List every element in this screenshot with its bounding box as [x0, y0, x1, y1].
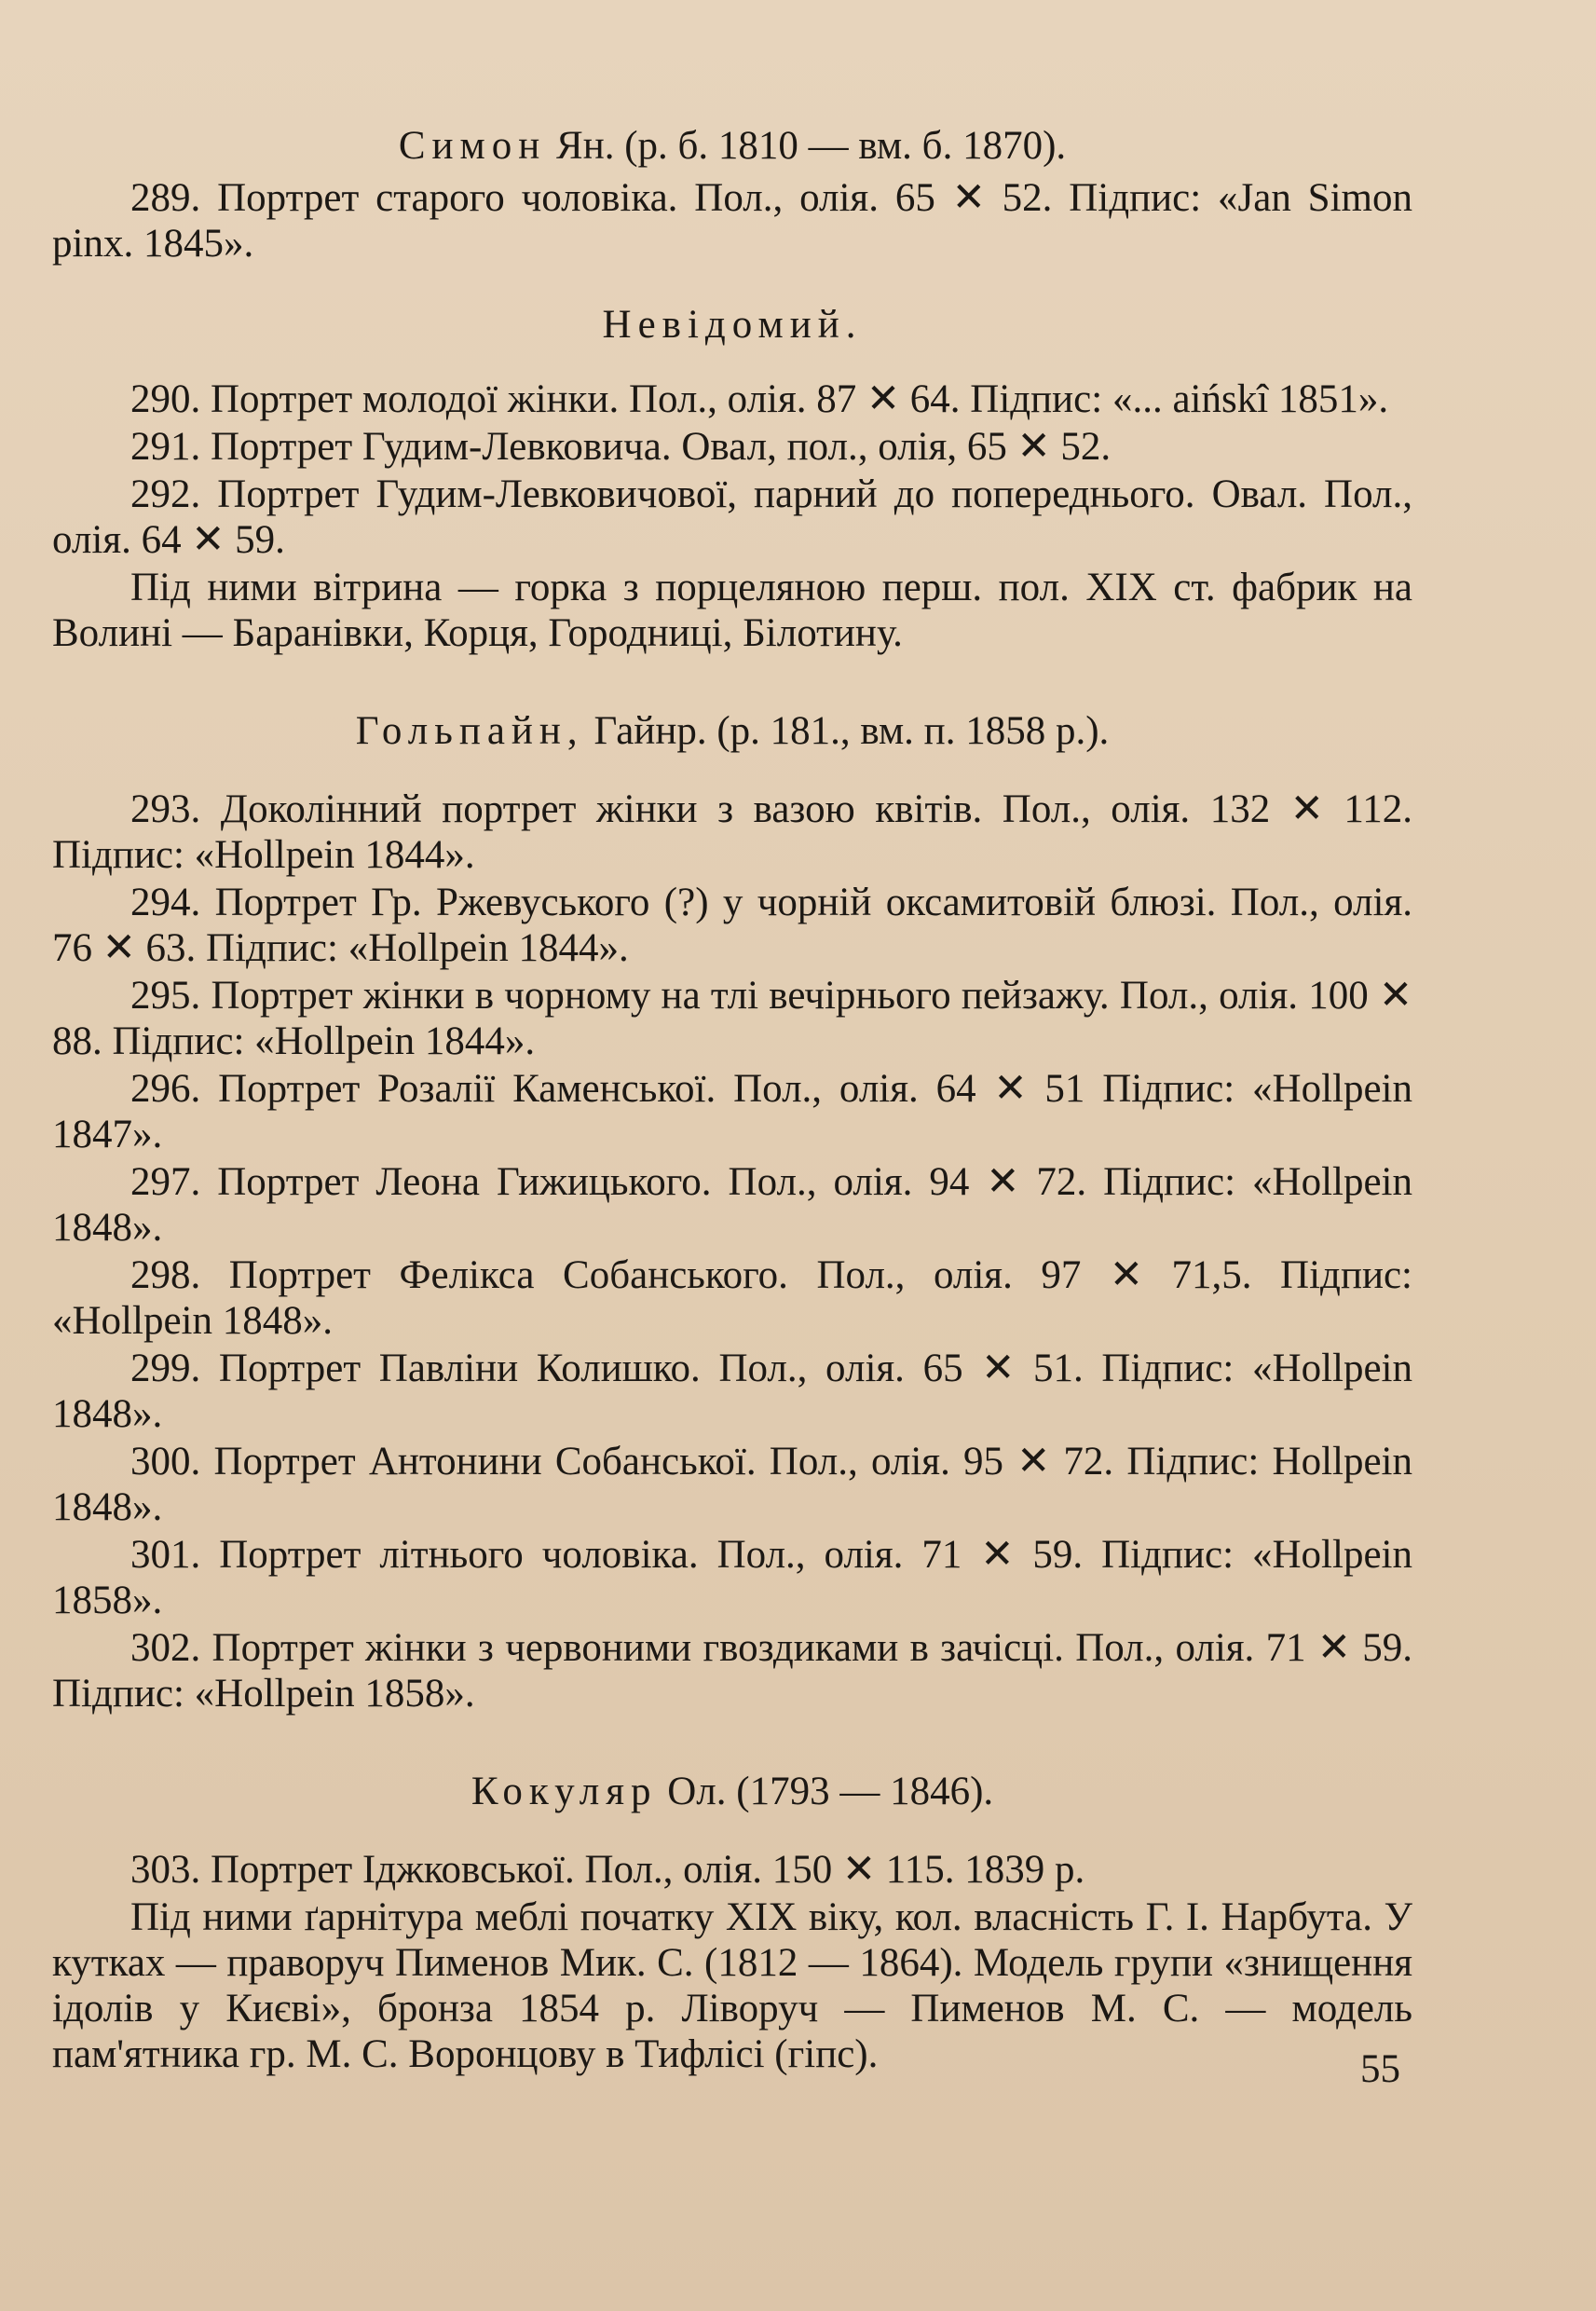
catalog-entry-295: 295. Портрет жінки в чорному на тлі вечірнього пейзажу. Пол., олія. 100 ✕ 88. Підпис: «Hollpein 1844».: [52, 974, 1412, 1063]
page-number: 55: [1360, 2047, 1400, 2091]
catalog-entry-296: 296. Портрет Розалії Каменської. Пол., олія. 64 ✕ 51 Підпис: «Hollpein 1847».: [52, 1067, 1412, 1156]
catalog-entry-292: 292. Портрет Гудим-Левковичової, парний до попереднього. Овал. Пол., олія. 64 ✕ 59.: [52, 472, 1412, 562]
catalog-entry-290: 290. Портрет молодої жінки. Пол., олія. 87 ✕ 64. Підпис: «... aińskî 1851».: [130, 377, 1389, 421]
catalog-entry-302: 302. Портрет жінки з червоними гвоздиками в зачісці. Пол., олія. 71 ✕ 59. Підпис: «Hollpein 1858».: [52, 1626, 1412, 1716]
catalog-entry-294: 294. Портрет Гр. Ржевуського (?) у чорній оксамитовій блюзі. Пол., олія. 76 ✕ 63. Підпис: «Hollpein 1844».: [52, 881, 1412, 970]
catalog-note-furniture: Під ними ґарнітура меблі початку XIX віку, кол. власність Г. І. Нарбута. У кутках — праворуч Пименов Мик. С. (1812 — 1864). Модель групи «знищення ідолів у Києві», бронза 1854 р. Ліворуч — Пименов М. С. — модель пам'ятника гр. М. С. Воронцову в Тифлісі (гіпс).: [52, 1895, 1412, 2076]
artist-name: Гольпайн,: [355, 709, 584, 753]
catalog-entry-297: 297. Портрет Леона Гижицького. Пол., олія. 94 ✕ 72. Підпис: «Hollpein 1848».: [52, 1160, 1412, 1250]
artist-dates: Ол. (1793 — 1846).: [657, 1770, 994, 1813]
artist-heading-simon: [52, 119, 1412, 173]
catalog-entry-291: 291. Портрет Гудим-Левковича. Овал, пол., олія, 65 ✕ 52.: [130, 425, 1112, 469]
catalog-text: [52, 119, 1412, 2079]
artist-dates: Гайнр. (р. 181., вм. п. 1858 р.).: [583, 709, 1110, 753]
artist-heading-unknown: Невідомий.: [602, 303, 863, 347]
catalog-entry-289: 289. Портрет старого чоловіка. Пол., олія. 65 ✕ 52. Підпис: «Jan Simon pinx. 1845».: [52, 176, 1412, 266]
catalog-note-showcase: Під ними вітрина — горка з порцеляною перш. пол. XIX ст. фабрик на Волині — Баранівки, Корця, Городниці, Білотину.: [52, 566, 1412, 655]
artist-heading-hollpein: [52, 704, 1412, 759]
catalog-entry-303: 303. Портрет Іджковської. Пол., олія. 150 ✕ 115. 1839 р.: [130, 1848, 1085, 1892]
artist-dates: Ян. (р. б. 1810 — вм. б. 1870).: [546, 124, 1067, 168]
artist-name: Симон: [398, 124, 547, 168]
catalog-entry-300: 300. Портрет Антонини Собанської. Пол., олія. 95 ✕ 72. Підпис: Hollpein 1848».: [52, 1440, 1412, 1529]
catalog-entry-299: 299. Портрет Павліни Колишко. Пол., олія. 65 ✕ 51. Підпис: «Hollpein 1848».: [52, 1347, 1412, 1436]
artist-heading-kokular: [52, 1765, 1412, 1819]
catalog-entry-298: 298. Портрет Фелікса Собанського. Пол., олія. 97 ✕ 71,5. Підпис: «Hollpein 1848».: [52, 1253, 1412, 1343]
catalog-entry-293: 293. Доколінний портрет жінки з вазою квітів. Пол., олія. 132 ✕ 112. Підпис: «Hollpein 1844».: [52, 787, 1412, 877]
artist-name: Кокуляр: [471, 1770, 658, 1813]
catalog-entry-301: 301. Портрет літнього чоловіка. Пол., олія. 71 ✕ 59. Підпис: «Hollpein 1858».: [52, 1533, 1412, 1622]
